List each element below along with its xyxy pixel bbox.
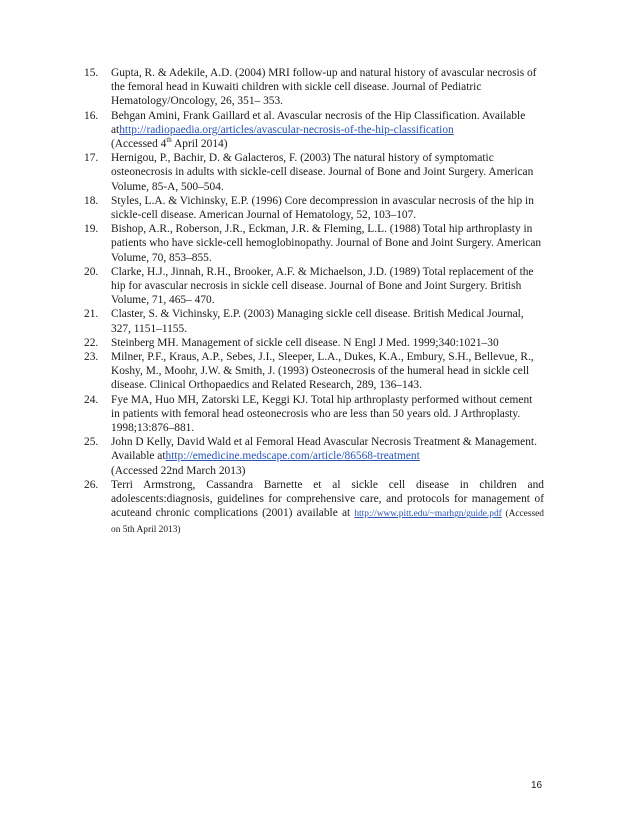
reference-number: 21. <box>84 308 99 321</box>
reference-number: 26. <box>84 478 99 491</box>
reference-text: Claster, S. & Vichinsky, E.P. (2003) Managing sickle cell disease. British Medical Journal, 327, 1151–1155. <box>111 308 524 335</box>
reference-link[interactable]: http://radiopaedia.org/articles/avascular-necrosis-of-the-hip-classification <box>119 123 454 136</box>
reference-text: Bishop, A.R., Roberson, J.R., Eckman, J.R. & Fleming, L.L. (1988) Total hip arthroplasty in patients who have sickle-cell hemoglobinopathy. Journal of Bone and Joint Surgery. American Volume, 70, 853–855. <box>111 223 542 264</box>
reference-text: Gupta, R. & Adekile, A.D. (2004) MRI follow-up and natural history of avascular necrosis of the femoral head in Kuwaiti children with sickle cell disease. Journal of Pediatric Hematology/Oncology, 26, 351– 353. <box>111 67 537 108</box>
reference-number: 20. <box>84 265 99 278</box>
page-number: 16 <box>531 780 543 791</box>
reference-item <box>84 435 544 478</box>
reference-text-part: John D Kelly, David Wald et al Femoral Head Avascular Necrosis Treatment & Management. Available at <box>111 436 537 463</box>
reference-number: 19. <box>84 223 99 236</box>
reference-number: 25. <box>84 436 99 449</box>
reference-number: 17. <box>84 152 99 165</box>
reference-text-part: (Accessed on 5th April 2013) <box>111 509 544 535</box>
reference-item <box>84 194 544 222</box>
reference-item <box>84 265 544 308</box>
reference-number: 15. <box>84 67 99 79</box>
reference-number: 24. <box>84 393 99 406</box>
reference-number: 16. <box>84 109 99 122</box>
reference-item <box>84 336 544 350</box>
reference-link[interactable]: http://emedicine.medscape.com/article/86568-treatment <box>165 450 420 463</box>
reference-number: 23. <box>84 351 99 364</box>
reference-item <box>84 109 544 152</box>
reference-item <box>84 222 544 265</box>
reference-number: 22. <box>84 336 99 349</box>
reference-text: Milner, P.F., Kraus, A.P., Sebes, J.I., Sleeper, L.A., Dukes, K.A., Embury, S.H., Bellevue, R., Koshy, M., Moohr, J.W. & Smith, J. (1993) Osteonecrosis of the humeral head in sickle cell disease. Clinical Orthopaedics and Related Research, 289, 136–143. <box>111 351 534 392</box>
reference-text-part: April 2014) <box>171 138 228 151</box>
reference-number: 18. <box>84 194 99 207</box>
reference-item <box>84 307 544 335</box>
reference-text <box>111 109 544 152</box>
reference-text: Fye MA, Huo MH, Zatorski LE, Keggi KJ. Total hip arthroplasty performed without cement in patients with femoral head osteonecrosis who are less than 50 years old. J Arthroplasty. 1998;13:876–881. <box>111 393 533 435</box>
reference-text: Styles, L.A. & Vichinsky, E.P. (1996) Core decompression in avascular necrosis of the hip in sickle-cell disease. American Journal of Hematology, 52, 103–107. <box>111 194 534 222</box>
reference-text-part: Behgan Amini, Frank Gaillard et al. Avascular necrosis of the Hip Classification. Available at <box>111 109 526 136</box>
reference-item <box>84 151 544 194</box>
reference-text <box>111 478 544 537</box>
reference-text-part: Terri Armstrong, Cassandra Barnette et al sickle cell disease in children and adolescents:diagnosis, guidelines for comprehensive care, and protocols for management of acuteand chronic complications (2001) available at <box>111 478 544 520</box>
reference-superscript: th <box>166 136 172 145</box>
reference-text-part: (Accessed 4 <box>111 138 167 151</box>
reference-item <box>84 350 544 393</box>
reference-item <box>84 393 544 436</box>
reference-text-part: (Accessed 22nd March 2013) <box>111 464 246 477</box>
reference-item <box>84 66 544 109</box>
reference-list <box>84 66 544 537</box>
reference-text: Steinberg MH. Management of sickle cell disease. N Engl J Med. 1999;340:1021–30 <box>111 336 499 349</box>
reference-text: Clarke, H.J., Jinnah, R.H., Brooker, A.F. & Michaelson, J.D. (1989) Total replacement of the hip for avascular necrosis in sickle cell disease. Journal of Bone and Joint Surgery. British Volume, 71, 465– 470. <box>111 265 534 307</box>
reference-text <box>111 435 544 478</box>
reference-text: Hernigou, P., Bachir, D. & Galacteros, F. (2003) The natural history of symptomatic osteonecrosis in adults with sickle-cell disease. Journal of Bone and Joint Surgery. American Volume, 85-A, 500–504. <box>111 152 534 193</box>
reference-item <box>84 478 544 537</box>
reference-link[interactable]: http://www.pitt.edu/~marhgn/guide.pdf <box>354 509 502 520</box>
